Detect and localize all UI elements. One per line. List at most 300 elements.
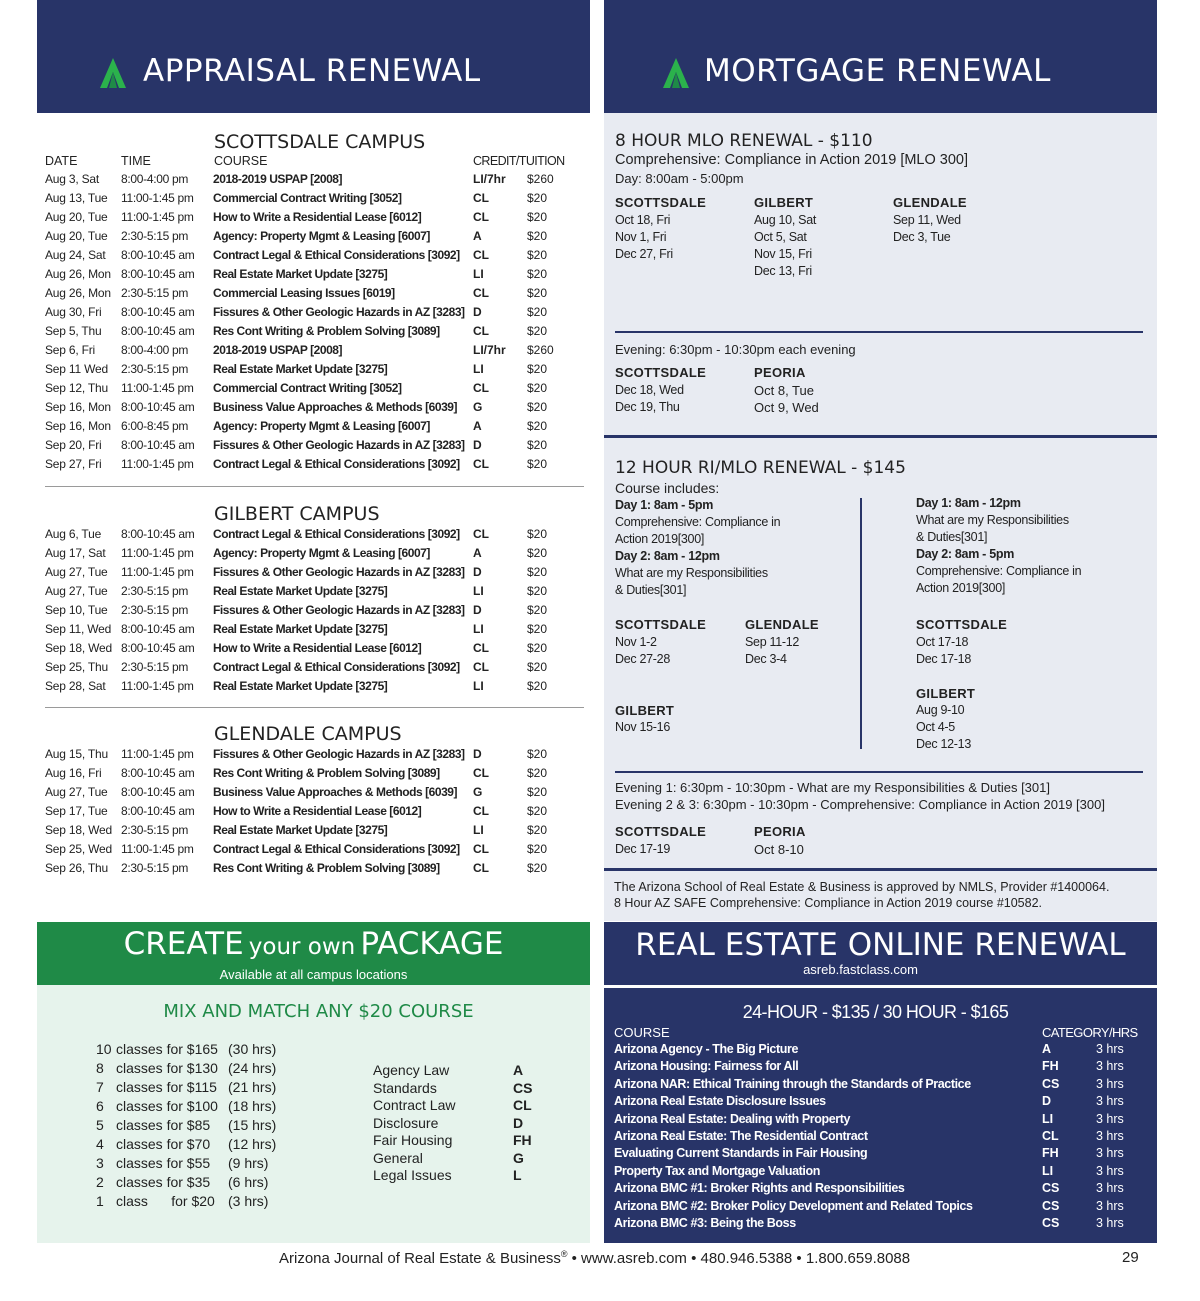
credit-cell: LI/7hr	[473, 343, 506, 357]
table-row	[45, 305, 565, 324]
category-code: L	[513, 1167, 522, 1183]
fee-cell: $20	[527, 603, 548, 617]
mlo12-right-day2-course: Action 2019[300]	[916, 581, 1006, 595]
course-cell: Res Cont Writing & Problem Solving [3089]	[213, 861, 440, 875]
online-course-name: Property Tax and Mortgage Valuation	[614, 1163, 820, 1178]
credit-cell: CL	[473, 324, 489, 338]
credit-cell: CL	[473, 457, 489, 471]
category-code: CL	[513, 1097, 532, 1113]
category-code: A	[513, 1062, 524, 1078]
package-title-c: PACKAGE	[360, 926, 504, 962]
registered-mark: ®	[560, 1249, 568, 1259]
footer-journal: Arizona Journal of Real Estate & Business	[279, 1250, 561, 1267]
online-course-hours: 3 hrs	[1096, 1094, 1124, 1109]
course-cell: Fissures & Other Geologic Hazards in AZ [3283]	[213, 747, 465, 761]
online-course-hours: 3 hrs	[1096, 1111, 1124, 1126]
table-row	[45, 747, 565, 766]
table-row	[45, 785, 565, 804]
credit-cell: CL	[473, 527, 489, 541]
credit-cell: CL	[473, 191, 489, 205]
mlo8-evening-campus-scottsdale: SCOTTSDALE	[615, 365, 707, 380]
online-course-row	[614, 1129, 1144, 1147]
online-course-row	[614, 1094, 1144, 1112]
online-course-category: D	[1042, 1094, 1052, 1109]
date-cell: Aug 26, Mon	[45, 267, 111, 281]
fee-cell: $20	[527, 286, 548, 300]
fee-cell: $20	[527, 229, 548, 243]
course-cell: Res Cont Writing & Problem Solving [3089]	[213, 324, 440, 338]
date-item: Dec 27-28	[615, 652, 670, 666]
date-cell: Aug 27, Tue	[45, 785, 108, 799]
course-cell: Real Estate Market Update [3275]	[213, 362, 388, 376]
table-row	[45, 565, 565, 584]
date-cell: Sep 27, Fri	[45, 457, 102, 471]
online-course-row	[614, 1199, 1144, 1217]
category-item	[373, 1115, 543, 1133]
campus-title-scottsdale: SCOTTSDALE CAMPUS	[214, 131, 426, 153]
table-row	[45, 584, 565, 603]
credit-cell: CL	[473, 641, 489, 655]
date-cell: Sep 25, Wed	[45, 842, 112, 856]
date-item: Oct 18, Fri	[615, 213, 671, 227]
fee-cell: $20	[527, 527, 548, 541]
table-row	[45, 172, 565, 191]
time-cell: 2:30-5:15 pm	[121, 584, 189, 598]
category-name: Legal Issues	[373, 1167, 452, 1183]
online-course-category: CS	[1042, 1198, 1060, 1213]
time-cell: 8:00-10:45 am	[121, 248, 195, 262]
fee-cell: $20	[527, 679, 548, 693]
option-hours: (15 hrs)	[228, 1117, 277, 1133]
fee-cell: $20	[527, 842, 548, 856]
mlo12-campus-scottsdale: SCOTTSDALE	[615, 617, 707, 632]
mlo12-campus-gilbert: GILBERT	[615, 703, 675, 718]
date-cell: Aug 27, Tue	[45, 565, 108, 579]
category-code: G	[513, 1149, 524, 1166]
online-course-row	[614, 1077, 1144, 1095]
time-cell: 11:00-1:45 pm	[121, 679, 194, 693]
date-cell: Aug 16, Fri	[45, 766, 102, 780]
course-cell: Real Estate Market Update [3275]	[213, 679, 388, 693]
date-item: Dec 18, Wed	[615, 383, 684, 397]
time-cell: 8:00-10:45 am	[121, 438, 195, 452]
option-count: 7	[96, 1079, 104, 1095]
mlo12-evening-campus-peoria: PEORIA	[754, 824, 806, 839]
page-number: 29	[1122, 1249, 1139, 1266]
category-code: FH	[513, 1132, 532, 1148]
option-count: 2	[96, 1174, 104, 1190]
online-course-name: Arizona BMC #1: Broker Rights and Responsibilities	[614, 1181, 905, 1196]
col-header-time: TIME	[121, 154, 151, 168]
time-cell: 2:30-5:15 pm	[121, 861, 189, 875]
online-course-hours: 3 hrs	[1096, 1059, 1124, 1074]
option-count: 5	[96, 1117, 104, 1133]
time-cell: 2:30-5:15 pm	[121, 603, 189, 617]
course-cell: Real Estate Market Update [3275]	[213, 823, 388, 837]
online-course-row	[614, 1216, 1144, 1234]
table-row	[45, 660, 565, 679]
credit-cell: A	[473, 546, 482, 560]
table-row	[45, 546, 565, 565]
credit-cell: D	[473, 438, 482, 452]
option-price: classes for $165	[116, 1041, 218, 1057]
table-row	[45, 804, 565, 823]
time-cell: 11:00-1:45 pm	[121, 546, 194, 560]
category-item	[373, 1097, 543, 1115]
col-header-date: DATE	[45, 154, 78, 168]
time-cell: 11:00-1:45 pm	[121, 842, 194, 856]
fee-cell: $20	[527, 565, 548, 579]
fee-cell: $20	[527, 457, 548, 471]
table-row	[45, 229, 565, 248]
time-cell: 8:00-10:45 am	[121, 267, 195, 281]
table-row	[45, 527, 565, 546]
option-count: 8	[96, 1060, 104, 1076]
table-row	[45, 381, 565, 400]
time-cell: 8:00-10:45 am	[121, 804, 195, 818]
category-name: Contract Law	[373, 1097, 456, 1113]
online-course-hours: 3 hrs	[1096, 1216, 1124, 1230]
package-title-a: CREATE	[123, 926, 244, 962]
course-cell: Fissures & Other Geologic Hazards in AZ [3283]	[213, 565, 465, 579]
category-item	[373, 1167, 543, 1185]
date-cell: Sep 16, Mon	[45, 400, 111, 414]
table-row	[45, 210, 565, 229]
credit-cell: LI	[473, 362, 484, 376]
option-hours: (9 hrs)	[228, 1155, 269, 1171]
table-row	[45, 679, 565, 698]
table-row	[45, 641, 565, 660]
mlo8-campus-scottsdale: SCOTTSDALE	[615, 195, 707, 210]
course-cell: How to Write a Residential Lease [6012]	[213, 804, 422, 818]
course-cell: Agency: Property Mgmt & Leasing [6007]	[213, 546, 430, 560]
course-cell: Business Value Approaches & Methods [6039]	[213, 785, 458, 799]
time-cell: 6:00-8:45 pm	[121, 419, 189, 433]
mlo8-evening-campus-peoria: PEORIA	[754, 365, 806, 380]
date-cell: Sep 11 Wed	[45, 362, 108, 376]
date-item: Oct 9, Wed	[754, 400, 819, 415]
date-item: Dec 3-4	[745, 652, 787, 666]
option-price: classes for $115	[116, 1079, 217, 1095]
fee-cell: $20	[527, 305, 548, 319]
online-col-category: CATEGORY/HRS	[1042, 1025, 1138, 1040]
online-course-row	[614, 1164, 1144, 1182]
option-price: class for $20	[116, 1193, 215, 1209]
mlo8-title: 8 HOUR MLO RENEWAL - $110	[615, 131, 873, 151]
time-cell: 2:30-5:15 pm	[121, 286, 189, 300]
mlo12-left-day1-course: Action 2019[300]	[615, 532, 705, 546]
date-cell: Sep 10, Tue	[45, 603, 108, 617]
time-cell: 8:00-10:45 am	[121, 527, 195, 541]
appraisal-title: APPRAISAL RENEWAL	[143, 53, 481, 89]
credit-cell: CL	[473, 842, 489, 856]
asreb-logo-icon	[100, 58, 126, 88]
date-cell: Sep 28, Sat	[45, 679, 106, 693]
table-row	[45, 400, 565, 419]
date-item: Dec 27, Fri	[615, 247, 673, 261]
credit-cell: CL	[473, 248, 489, 262]
divider	[604, 435, 1157, 438]
mortgage-title: MORTGAGE RENEWAL	[704, 53, 1051, 89]
campus-title-gilbert: GILBERT CAMPUS	[214, 503, 380, 525]
online-course-category: LI	[1042, 1163, 1054, 1178]
divider	[615, 771, 1143, 773]
option-price: classes for $130	[116, 1060, 218, 1076]
course-cell: Commercial Leasing Issues [6019]	[213, 286, 395, 300]
date-cell: Aug 3, Sat	[45, 172, 100, 186]
date-item: Dec 17-19	[615, 842, 670, 856]
category-name: Standards	[373, 1079, 437, 1096]
option-hours: (3 hrs)	[228, 1193, 269, 1209]
category-code: CS	[513, 1079, 533, 1096]
online-course-name: Arizona Real Estate: The Residential Contract	[614, 1129, 868, 1143]
time-cell: 8:00-10:45 am	[121, 400, 195, 414]
mlo12-left-day1-course: Comprehensive: Compliance in	[615, 515, 781, 529]
table-row	[45, 861, 565, 880]
course-cell: Contract Legal & Ethical Considerations [3092]	[213, 248, 460, 262]
online-course-row	[614, 1181, 1144, 1199]
appraisal-header-bar	[37, 0, 590, 113]
date-item: Oct 17-18	[916, 635, 969, 649]
mortgage-header-bar	[604, 0, 1157, 113]
option-price: classes for $70	[116, 1136, 211, 1152]
date-cell: Aug 27, Tue	[45, 584, 108, 598]
mlo12-right-day1: Day 1: 8am - 12pm	[916, 496, 1021, 510]
option-hours: (6 hrs)	[228, 1174, 269, 1190]
date-cell: Sep 26, Thu	[45, 861, 108, 875]
credit-cell: D	[473, 565, 482, 579]
category-name: Fair Housing	[373, 1132, 453, 1148]
mlo12-evening-campus-scottsdale: SCOTTSDALE	[615, 824, 707, 839]
category-item	[373, 1080, 543, 1098]
online-course-name: Arizona BMC #2: Broker Policy Development and Related Topics	[614, 1198, 973, 1213]
time-cell: 11:00-1:45 pm	[121, 457, 194, 471]
online-course-category: FH	[1042, 1059, 1059, 1074]
campus-title-glendale: GLENDALE CAMPUS	[214, 723, 402, 745]
table-row	[45, 823, 565, 842]
divider	[604, 868, 1157, 871]
credit-cell: CL	[473, 766, 489, 780]
divider	[45, 486, 584, 487]
time-cell: 11:00-1:45 pm	[121, 381, 194, 395]
online-course-name: Arizona Housing: Fairness for All	[614, 1059, 799, 1074]
online-course-category: LI	[1042, 1111, 1054, 1126]
mlo12-right-day2: Day 2: 8am - 5pm	[916, 547, 1015, 561]
online-col-course: COURSE	[614, 1025, 670, 1040]
credit-cell: CL	[473, 804, 489, 818]
fee-cell: $20	[527, 747, 548, 761]
course-cell: Fissures & Other Geologic Hazards in AZ [3283]	[213, 438, 465, 452]
time-cell: 2:30-5:15 pm	[121, 362, 189, 376]
category-item	[373, 1062, 543, 1080]
credit-cell: LI	[473, 679, 484, 693]
credit-cell: CL	[473, 861, 489, 875]
online-course-hours: 3 hrs	[1096, 1181, 1124, 1196]
package-title-b: your own	[248, 934, 356, 960]
online-course-name: Arizona Real Estate: Dealing with Property	[614, 1111, 851, 1126]
date-cell: Aug 20, Tue	[45, 210, 108, 224]
option-price: classes for $85	[116, 1117, 211, 1133]
fee-cell: $20	[527, 861, 548, 875]
table-row	[45, 438, 565, 457]
online-course-row	[614, 1146, 1144, 1164]
time-cell: 8:00-10:45 am	[121, 766, 195, 780]
mlo12-left-day2: Day 2: 8am - 12pm	[615, 549, 720, 563]
course-cell: Commercial Contract Writing [3052]	[213, 191, 402, 205]
online-course-row	[614, 1042, 1144, 1060]
date-item: Oct 4-5	[916, 720, 955, 734]
online-course-category: CL	[1042, 1129, 1059, 1143]
fee-cell: $20	[527, 210, 548, 224]
mlo12-includes: Course includes:	[615, 480, 720, 496]
fee-cell: $20	[527, 622, 548, 636]
table-row	[45, 419, 565, 438]
date-cell: Sep 6, Fri	[45, 343, 96, 357]
date-item: Nov 15, Fri	[754, 247, 812, 261]
date-item: Aug 9-10	[916, 703, 965, 717]
date-cell: Sep 17, Tue	[45, 804, 108, 818]
mlo12-right-day1-course: What are my Responsibilities	[916, 513, 1069, 527]
online-course-category: CS	[1042, 1216, 1060, 1230]
online-course-hours: 3 hrs	[1096, 1146, 1124, 1161]
fee-cell: $20	[527, 584, 548, 598]
credit-cell: G	[473, 400, 483, 414]
fee-cell: $20	[527, 546, 548, 560]
online-course-name: Arizona NAR: Ethical Training through the Standards of Practice	[614, 1076, 971, 1091]
mlo12-right-campus-scottsdale: SCOTTSDALE	[916, 617, 1008, 632]
mlo12-left-day2-course: & Duties[301]	[615, 583, 687, 597]
course-cell: Contract Legal & Ethical Considerations [3092]	[213, 527, 460, 541]
time-cell: 8:00-10:45 am	[121, 785, 195, 799]
mlo12-evening23: Evening 2 & 3: 6:30pm - 10:30pm - Comprehensive: Compliance in Action 2019 [300]	[615, 797, 1105, 812]
date-cell: Aug 17, Sat	[45, 546, 106, 560]
course-cell: Contract Legal & Ethical Considerations [3092]	[213, 842, 460, 856]
course-cell: Real Estate Market Update [3275]	[213, 584, 388, 598]
credit-cell: LI	[473, 267, 484, 281]
package-subtitle: Available at all campus locations	[219, 967, 408, 982]
online-course-hours: 3 hrs	[1096, 1129, 1124, 1143]
category-name: Disclosure	[373, 1114, 439, 1131]
online-course-row	[614, 1059, 1144, 1077]
table-row	[45, 286, 565, 305]
time-cell: 8:00-10:45 am	[121, 324, 195, 338]
fee-cell: $20	[527, 267, 548, 281]
time-cell: 11:00-1:45 pm	[121, 565, 194, 579]
course-cell: Res Cont Writing & Problem Solving [3089]	[213, 766, 440, 780]
table-row	[45, 622, 565, 641]
fee-cell: $20	[527, 419, 548, 433]
safe-note: 8 Hour AZ SAFE Comprehensive: Compliance in Action 2019 course #10582.	[614, 896, 1043, 910]
date-item: Nov 1-2	[615, 635, 657, 649]
date-cell: Sep 20, Fri	[45, 438, 102, 452]
date-item: Nov 15-16	[615, 720, 670, 734]
fee-cell: $20	[527, 766, 548, 780]
option-count: 4	[96, 1136, 104, 1152]
time-cell: 8:00-10:45 am	[121, 305, 195, 319]
online-title: REAL ESTATE ONLINE RENEWAL	[635, 927, 1126, 963]
course-cell: 2018-2019 USPAP [2008]	[213, 343, 343, 357]
date-cell: Sep 12, Thu	[45, 381, 108, 395]
category-name: Agency Law	[373, 1062, 450, 1078]
category-name: General	[373, 1149, 423, 1166]
fee-cell: $20	[527, 400, 548, 414]
time-cell: 2:30-5:15 pm	[121, 229, 189, 243]
option-hours: (12 hrs)	[228, 1136, 277, 1152]
option-price: classes for $55	[116, 1155, 211, 1171]
online-course-category: CS	[1042, 1181, 1060, 1196]
course-cell: Agency: Property Mgmt & Leasing [6007]	[213, 419, 430, 433]
fee-cell: $20	[527, 823, 548, 837]
footer-contact: • www.asreb.com • 480.946.5388 • 1.800.659.8088	[567, 1250, 911, 1267]
fee-cell: $20	[527, 248, 548, 262]
online-course-name: Arizona Real Estate Disclosure Issues	[614, 1094, 826, 1109]
online-price: 24-HOUR - $135 / 30 HOUR - $165	[742, 1002, 1009, 1022]
date-cell: Sep 16, Mon	[45, 419, 111, 433]
mix-match-title: MIX AND MATCH ANY $20 COURSE	[163, 1001, 474, 1022]
fee-cell: $20	[527, 785, 548, 799]
date-cell: Aug 26, Mon	[45, 286, 111, 300]
date-item: Dec 3, Tue	[893, 230, 951, 244]
option-price: classes for $35	[116, 1174, 211, 1190]
date-item: Dec 13, Fri	[754, 264, 812, 278]
date-item: Sep 11-12	[745, 635, 800, 649]
table-row	[45, 766, 565, 785]
fee-cell: $20	[527, 438, 548, 452]
date-cell: Aug 13, Tue	[45, 191, 108, 205]
date-cell: Aug 15, Thu	[45, 747, 108, 761]
course-cell: Fissures & Other Geologic Hazards in AZ [3283]	[213, 305, 465, 319]
date-cell: Sep 11, Wed	[45, 622, 112, 636]
fee-cell: $20	[527, 804, 548, 818]
mlo12-campus-glendale: GLENDALE	[745, 617, 819, 632]
course-cell: Contract Legal & Ethical Considerations [3092]	[213, 457, 460, 471]
fee-cell: $20	[527, 641, 548, 655]
fee-cell: $20	[527, 191, 548, 205]
time-cell: 8:00-4:00 pm	[121, 343, 189, 357]
mlo12-right-day2-course: Comprehensive: Compliance in	[916, 564, 1082, 578]
online-url: asreb.fastclass.com	[803, 962, 918, 977]
divider	[45, 707, 584, 708]
course-cell: Agency: Property Mgmt & Leasing [6007]	[213, 229, 430, 243]
credit-cell: A	[473, 229, 482, 243]
mlo8-evening-time: Evening: 6:30pm - 10:30pm each evening	[615, 342, 856, 357]
fee-cell: $260	[527, 343, 554, 357]
nmls-note: The Arizona School of Real Estate & Business is approved by NMLS, Provider #1400064.	[614, 880, 1110, 894]
option-hours: (21 hrs)	[228, 1079, 277, 1095]
credit-cell: G	[473, 785, 483, 799]
online-course-row	[614, 1112, 1144, 1130]
divider	[615, 331, 1143, 333]
col-header-credit: CREDIT/TUITION	[473, 154, 565, 168]
date-item: Oct 8-10	[754, 842, 804, 857]
table-row	[45, 457, 565, 476]
course-cell: Real Estate Market Update [3275]	[213, 622, 388, 636]
footer-text	[279, 1249, 910, 1267]
course-cell: Fissures & Other Geologic Hazards in AZ [3283]	[213, 603, 465, 617]
date-item: Oct 8, Tue	[754, 383, 814, 398]
credit-cell: A	[473, 419, 482, 433]
credit-cell: CL	[473, 660, 489, 674]
category-code: D	[513, 1114, 524, 1131]
online-course-hours: 3 hrs	[1096, 1198, 1124, 1213]
option-count: 6	[96, 1098, 104, 1114]
online-course-name: Arizona Agency - The Big Picture	[614, 1042, 798, 1056]
mlo12-right-campus-gilbert: GILBERT	[916, 686, 976, 701]
course-cell: Commercial Contract Writing [3052]	[213, 381, 402, 395]
time-cell: 11:00-1:45 pm	[121, 210, 194, 224]
online-course-hours: 3 hrs	[1096, 1076, 1124, 1091]
time-cell: 11:00-1:45 pm	[121, 747, 194, 761]
